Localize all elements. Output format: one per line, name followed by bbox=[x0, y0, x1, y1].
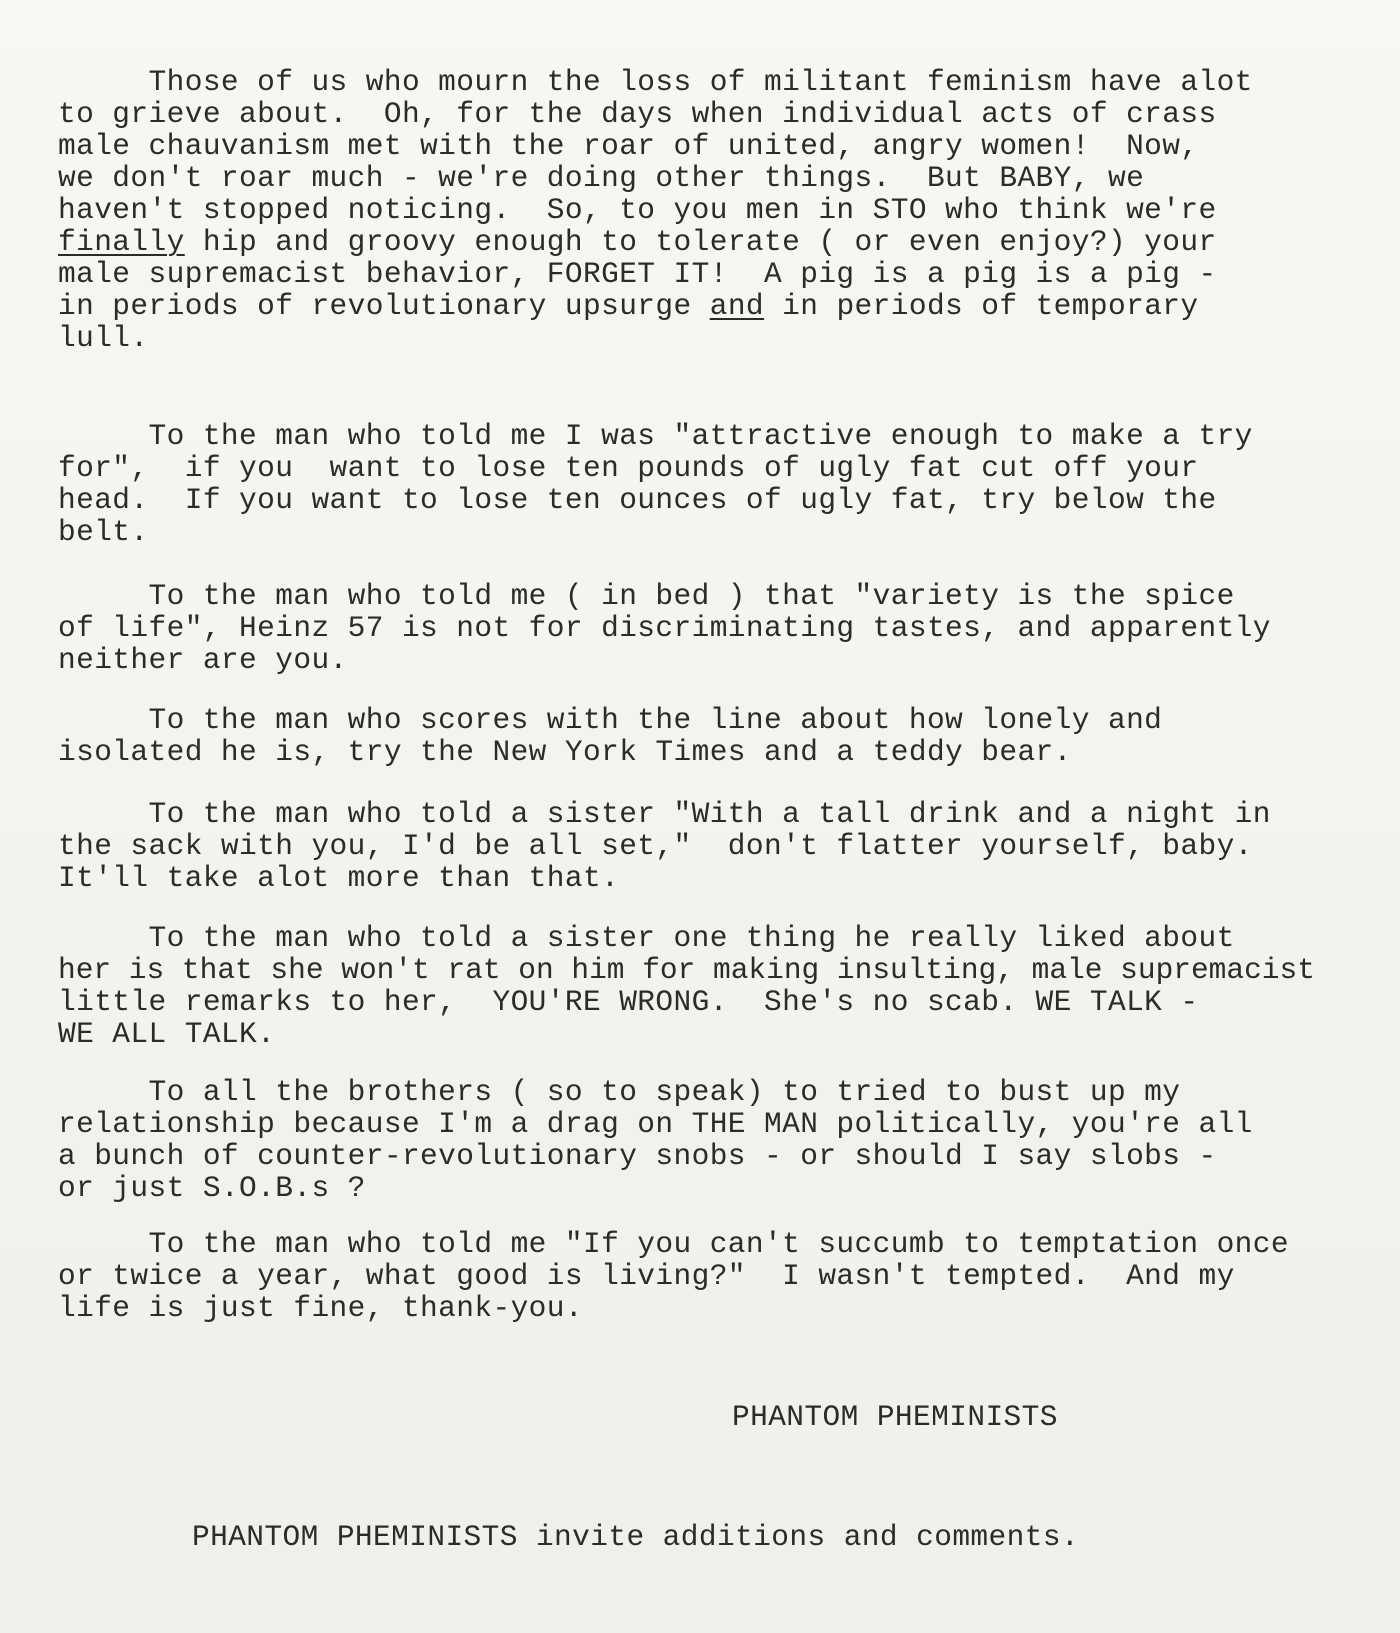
text-line: for", if you want to lose ten pounds of ugly fat cut off your bbox=[58, 451, 1199, 485]
text-line: relationship because I'm a drag on THE MAN politically, you're all bbox=[58, 1107, 1253, 1141]
text-line: To the man who told a sister "With a tall drink and a night in bbox=[58, 797, 1271, 831]
text-line: It'll take alot more than that. bbox=[58, 861, 620, 895]
paragraph-variety bbox=[58, 580, 1271, 676]
text-line: WE ALL TALK. bbox=[58, 1017, 276, 1051]
paragraph-attractive bbox=[58, 420, 1253, 548]
underlined-word: finally bbox=[58, 225, 185, 259]
text-line: the sack with you, I'd be all set," don't flatter yourself, baby. bbox=[58, 829, 1253, 863]
paragraph-intro bbox=[58, 66, 1253, 354]
text-line: isolated he is, try the New York Times and a teddy bear. bbox=[58, 735, 1072, 769]
paragraph-temptation bbox=[58, 1228, 1289, 1324]
text-line: To the man who told me I was "attractive enough to make a try bbox=[58, 419, 1253, 453]
text-line: life is just fine, thank-you. bbox=[58, 1291, 583, 1325]
text-line: lull. bbox=[58, 321, 149, 355]
text-line: to grieve about. Oh, for the days when individual acts of crass bbox=[58, 97, 1217, 131]
text-line: in periods of revolutionary upsurge and in periods of temporary bbox=[58, 289, 1199, 323]
paragraph-tall-drink bbox=[58, 798, 1271, 894]
text-line: belt. bbox=[58, 515, 149, 549]
footer-note: PHANTOM PHEMINISTS invite additions and comments. bbox=[192, 1520, 1080, 1554]
text-line: To all the brothers ( so to speak) to tried to bust up my bbox=[58, 1075, 1181, 1109]
text-line: To the man who told me ( in bed ) that "variety is the spice bbox=[58, 579, 1235, 613]
text-line: Those of us who mourn the loss of militant feminism have alot bbox=[58, 65, 1253, 99]
text-line: a bunch of counter-revolutionary snobs - or should I say slobs - bbox=[58, 1139, 1217, 1173]
paragraph-we-talk bbox=[58, 922, 1315, 1050]
text-line: little remarks to her, YOU'RE WRONG. She's no scab. WE TALK - bbox=[58, 985, 1199, 1019]
text-line: finally hip and groovy enough to tolerate ( or even enjoy?) your bbox=[58, 225, 1217, 259]
paragraph-brothers bbox=[58, 1076, 1253, 1204]
text-line: neither are you. bbox=[58, 643, 348, 677]
text-line: her is that she won't rat on him for making insulting, male supremacist bbox=[58, 953, 1315, 987]
underlined-word: and bbox=[709, 289, 765, 323]
text-line: male chauvanism met with the roar of united, angry women! Now, bbox=[58, 129, 1199, 163]
text-line: head. If you want to lose ten ounces of ugly fat, try below the bbox=[58, 483, 1217, 517]
text-line: or twice a year, what good is living?" I wasn't tempted. And my bbox=[58, 1259, 1235, 1293]
text-line: To the man who told me "If you can't succumb to temptation once bbox=[58, 1227, 1289, 1261]
text-line: of life", Heinz 57 is not for discriminating tastes, and apparently bbox=[58, 611, 1271, 645]
text-line: To the man who told a sister one thing he really liked about bbox=[58, 921, 1235, 955]
signature: PHANTOM PHEMINISTS bbox=[732, 1400, 1058, 1434]
text-line: we don't roar much - we're doing other things. But BABY, we bbox=[58, 161, 1145, 195]
text-line: male supremacist behavior, FORGET IT! A pig is a pig is a pig - bbox=[58, 257, 1217, 291]
text-line: To the man who scores with the line about how lonely and bbox=[58, 703, 1163, 737]
paragraph-lonely bbox=[58, 704, 1162, 768]
text-line: or just S.O.B.s ? bbox=[58, 1171, 366, 1205]
text-line: haven't stopped noticing. So, to you men in STO who think we're bbox=[58, 193, 1217, 227]
